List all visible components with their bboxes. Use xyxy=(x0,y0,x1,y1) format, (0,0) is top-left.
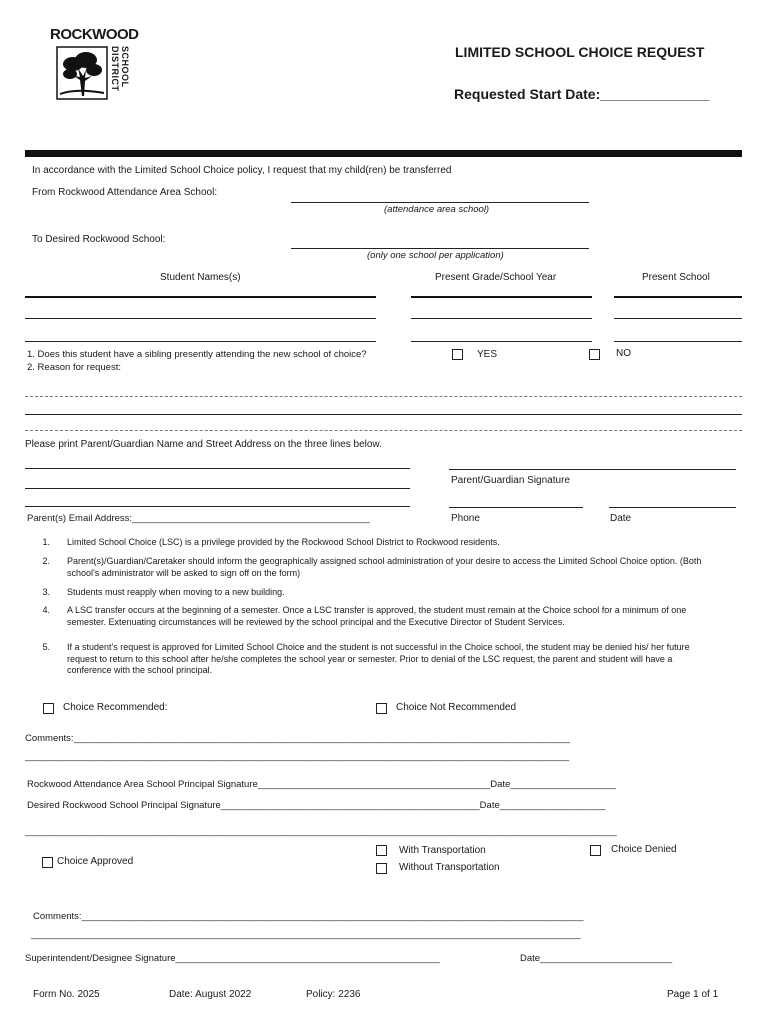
district-logo xyxy=(50,26,139,102)
attendance-principal-signature[interactable]: Rockwood Attendance Area School Principal Signature____________________________________________Date____________________ xyxy=(27,779,616,790)
parent-address-line-1[interactable] xyxy=(25,488,410,489)
form-title: LIMITED SCHOOL CHOICE REQUEST xyxy=(455,44,705,60)
parent-signature-label: Parent/Guardian Signature xyxy=(451,475,570,486)
note-number: 3. xyxy=(42,587,50,597)
note-text: If a student's request is approved for Limited School Choice and the student is not successful in the Choice school, the student may be denied his/ her future request to return to this school after he/she completes the school year or semester. Prior to denial of the LSC request, the parent and student will have a conference with the school principal. xyxy=(67,642,690,676)
no-checkbox[interactable] xyxy=(589,349,600,360)
note-text: Limited School Choice (LSC) is a privilege provided by the Rockwood School District to Rockwood residents. xyxy=(67,537,500,547)
header-bar xyxy=(25,150,742,157)
superintendent-date[interactable]: Date_________________________ xyxy=(520,953,673,964)
note-number: 5. xyxy=(42,642,50,652)
date-label: Date xyxy=(610,513,632,524)
choice-denied-label: Choice Denied xyxy=(611,844,677,855)
to-school-field[interactable] xyxy=(291,248,589,249)
logo-wordmark: ROCKWOOD xyxy=(50,26,139,43)
from-school-field[interactable] xyxy=(291,202,589,203)
superintendent-signature[interactable]: Superintendent/Designee Signature__________________________________________________ xyxy=(25,953,440,964)
logo-vertical-text: SCHOOL DISTRICT xyxy=(110,46,130,92)
present-school-row-3[interactable] xyxy=(614,341,742,342)
footer-date: Date: August 2022 xyxy=(169,989,252,1000)
intro-text: In accordance with the Limited School Choice policy, I request that my child(ren) be transferred xyxy=(32,165,452,176)
tree-icon xyxy=(56,46,108,100)
note-text: Students must reapply when moving to a new building. xyxy=(67,587,285,597)
comments-line-2[interactable]: _______________________________________________________________________________________________________ xyxy=(25,751,570,762)
with-transportation-label: With Transportation xyxy=(399,845,486,856)
footer-page-number: Page 1 of 1 xyxy=(667,989,719,1000)
footer-policy: Policy: 2236 xyxy=(306,989,361,1000)
parent-date-line[interactable] xyxy=(609,507,736,508)
present-school-row-1[interactable] xyxy=(614,296,742,298)
grade-row-3[interactable] xyxy=(411,341,592,342)
note-text: Parent(s)/Guardian/Caretaker should inform the geographically assigned school administration of your desire to access the Limited School Choice option. (Both school's administrator will be asked to sign off on the form) xyxy=(67,556,702,578)
section-separator: ________________________________________________________________________________________________________________ xyxy=(25,826,617,837)
reason-line-3[interactable] xyxy=(25,430,742,431)
note-number: 4. xyxy=(42,605,50,615)
choice-recommended-label: Choice Recommended: xyxy=(63,702,168,713)
parent-address-line-2[interactable] xyxy=(25,506,410,507)
present-school-row-2[interactable] xyxy=(614,318,742,319)
yes-checkbox[interactable] xyxy=(452,349,463,360)
column-student-names: Student Names(s) xyxy=(160,272,241,283)
column-grade: Present Grade/School Year xyxy=(435,272,557,283)
choice-denied-checkbox[interactable] xyxy=(590,845,601,856)
without-transportation-label: Without Transportation xyxy=(399,862,500,873)
to-school-label: To Desired Rockwood School: xyxy=(32,234,166,245)
phone-line[interactable] xyxy=(449,507,583,508)
yes-label: YES xyxy=(477,349,498,360)
sibling-question: 1. Does this student have a sibling presently attending the new school of choice? xyxy=(27,349,367,360)
choice-approved-label: Choice Approved xyxy=(57,856,134,867)
student-names-row-1[interactable] xyxy=(25,296,376,298)
email-label[interactable]: Parent(s) Email Address:_____________________________________________ xyxy=(27,513,370,524)
desired-principal-signature[interactable]: Desired Rockwood School Principal Signature_________________________________________________Date____________________ xyxy=(27,800,606,811)
grade-row-1[interactable] xyxy=(411,296,592,298)
parent-instructions: Please print Parent/Guardian Name and Street Address on the three lines below. xyxy=(25,439,382,450)
choice-not-recommended-label: Choice Not Recommended xyxy=(396,702,517,713)
reason-question: 2. Reason for request: xyxy=(27,362,121,373)
comments-2-line-2[interactable]: ________________________________________________________________________________________________________ xyxy=(31,929,581,940)
reason-line-2[interactable] xyxy=(25,414,742,415)
no-label: NO xyxy=(616,348,631,359)
footer-form-number: Form No. 2025 xyxy=(33,989,100,1000)
from-school-label: From Rockwood Attendance Area School: xyxy=(32,187,218,198)
without-transportation-checkbox[interactable] xyxy=(376,863,387,874)
reason-line-1[interactable] xyxy=(25,396,742,397)
to-school-hint: (only one school per application) xyxy=(367,250,504,261)
choice-not-recommended-checkbox[interactable] xyxy=(376,703,387,714)
parent-name-line[interactable] xyxy=(25,468,410,469)
grade-row-2[interactable] xyxy=(411,318,592,319)
comments-field[interactable]: Comments:______________________________________________________________________________________________ xyxy=(25,733,571,744)
column-present-school: Present School xyxy=(642,272,710,283)
comments-2-field[interactable]: Comments:_______________________________________________________________________________________________ xyxy=(33,911,584,922)
student-names-row-3[interactable] xyxy=(25,341,376,342)
choice-approved-checkbox[interactable] xyxy=(42,857,53,868)
phone-label: Phone xyxy=(451,513,480,524)
parent-signature-line[interactable] xyxy=(449,469,736,470)
with-transportation-checkbox[interactable] xyxy=(376,845,387,856)
note-text: A LSC transfer occurs at the beginning of a semester. Once a LSC transfer is approved, the student must remain at the Choice school for a minimum of one semester. Extenuating circumstances will be reviewed by the school principal and the Executive Director of Student Services. xyxy=(67,605,687,627)
note-number: 2. xyxy=(42,556,50,566)
from-school-hint: (attendance area school) xyxy=(384,204,490,215)
choice-recommended-checkbox[interactable] xyxy=(43,703,54,714)
requested-start-date[interactable]: Requested Start Date:______________ xyxy=(454,86,710,102)
student-names-row-2[interactable] xyxy=(25,318,376,319)
note-number: 1. xyxy=(42,537,50,547)
